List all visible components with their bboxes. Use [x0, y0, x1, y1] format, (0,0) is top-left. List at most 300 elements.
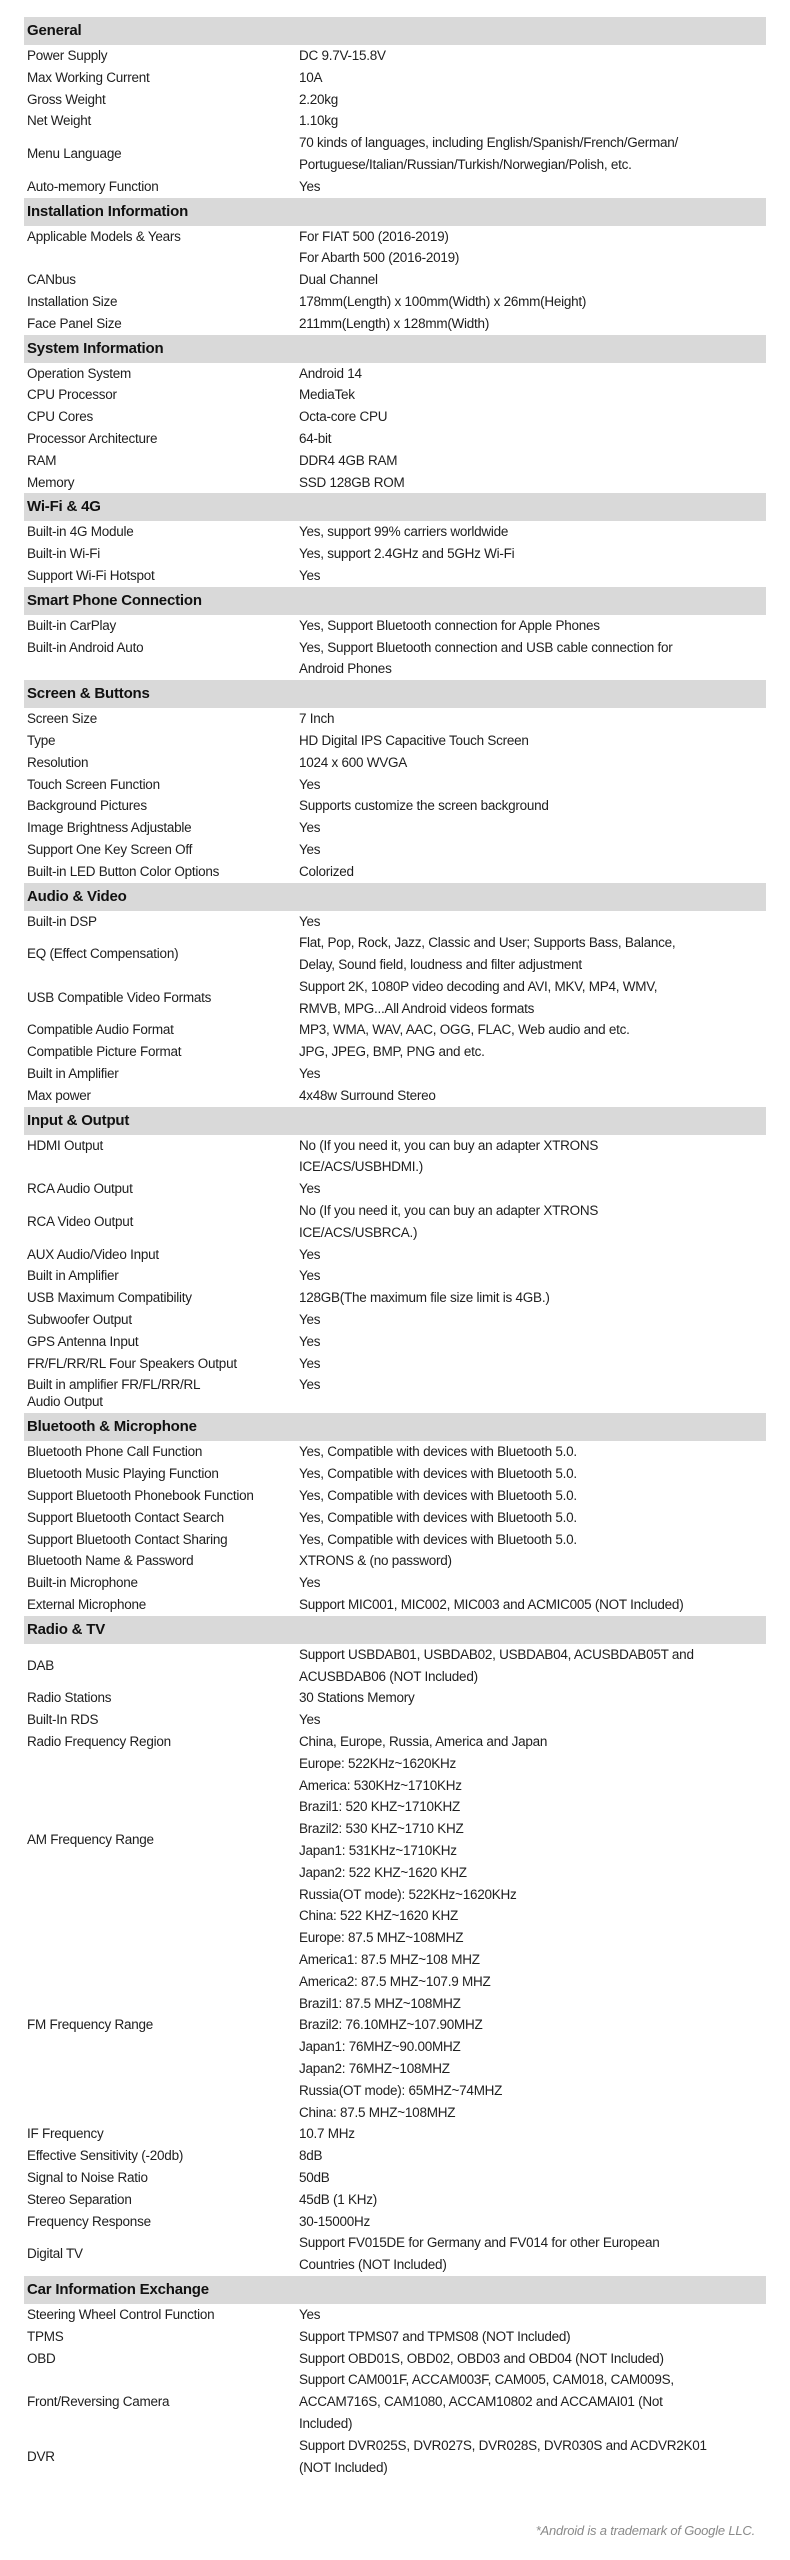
spec-value	[299, 1265, 766, 1287]
spec-label: Front/Reversing Camera	[27, 2394, 170, 2410]
spec-value	[299, 839, 766, 861]
spec-row	[24, 291, 766, 313]
spec-label: DVR	[27, 2448, 55, 2464]
spec-value-line: Yes, Compatible with devices with Bluetooth 5.0.	[299, 1444, 577, 1460]
spec-value-line: Japan1: 76MHZ~90.00MHZ	[299, 2039, 461, 2055]
spec-value	[299, 450, 766, 472]
spec-value-line: Yes, support 99% carriers worldwide	[299, 524, 509, 540]
spec-value	[299, 1374, 766, 1396]
spec-row	[24, 1463, 766, 1485]
spec-value-line: Brazil1: 87.5 MHZ~108MHZ	[299, 1995, 461, 2011]
spec-row	[24, 1753, 766, 1927]
spec-row	[24, 67, 766, 89]
spec-label: Support Bluetooth Contact Sharing	[27, 1531, 228, 1547]
spec-value-line: 30-15000Hz	[299, 2213, 371, 2229]
spec-label	[24, 1374, 299, 1413]
spec-row	[24, 2369, 766, 2434]
spec-value-line: Support CAM001F, ACCAM003F, CAM005, CAM018, CAM009S,	[299, 2372, 674, 2388]
spec-value-line: Yes	[299, 178, 321, 194]
spec-value	[299, 472, 766, 494]
spec-label: RCA Audio Output	[27, 1181, 133, 1197]
spec-row	[24, 428, 766, 450]
spec-label: Installation Size	[27, 293, 118, 309]
spec-label: Built-In RDS	[27, 1712, 99, 1728]
spec-value-line: 178mm(Length) x 100mm(Width) x 26mm(Height)	[299, 293, 587, 309]
spec-label: Operation System	[27, 365, 132, 381]
spec-row	[24, 1550, 766, 1572]
spec-value	[299, 2304, 766, 2326]
spec-row	[24, 615, 766, 637]
spec-value-line: 211mm(Length) x 128mm(Width)	[299, 315, 490, 331]
spec-label: Background Pictures	[27, 798, 147, 814]
spec-label: RCA Video Output	[27, 1213, 134, 1229]
spec-row	[24, 450, 766, 472]
spec-value-line: 8dB	[299, 2148, 323, 2164]
spec-label: Touch Screen Function	[27, 776, 160, 792]
spec-label: Processor Architecture	[27, 430, 158, 446]
spec-value	[299, 1331, 766, 1353]
spec-value	[299, 2167, 766, 2189]
spec-label: DAB	[27, 1657, 55, 1673]
spec-row	[24, 1687, 766, 1709]
spec-value	[299, 1178, 766, 1200]
spec-value	[299, 89, 766, 111]
spec-row	[24, 932, 766, 976]
spec-label: Steering Wheel Control Function	[27, 2306, 215, 2322]
spec-row	[24, 795, 766, 817]
spec-value	[299, 2211, 766, 2233]
spec-label: Built-in Android Auto	[27, 639, 144, 655]
spec-label: Memory	[27, 474, 75, 490]
spec-row	[24, 1309, 766, 1331]
spec-value	[299, 1594, 766, 1616]
section-header: Car Information Exchange	[24, 2276, 766, 2304]
spec-value-line: Dual Channel	[299, 272, 378, 288]
spec-value-line: Yes	[299, 1333, 321, 1349]
trademark-footnote: *Android is a trademark of Google LLC.	[535, 2523, 755, 2538]
spec-value	[299, 1200, 766, 1244]
spec-value	[299, 363, 766, 385]
section-header: Audio & Video	[24, 883, 766, 911]
spec-row	[24, 1265, 766, 1287]
spec-value-line: Colorized	[299, 863, 354, 879]
spec-value	[299, 817, 766, 839]
spec-label: Menu Language	[27, 146, 122, 162]
spec-value-line: Yes, support 2.4GHz and 5GHz Wi-Fi	[299, 546, 515, 562]
section-header: Wi-Fi & 4G	[24, 493, 766, 521]
spec-label: CPU Cores	[27, 409, 94, 425]
spec-value	[299, 752, 766, 774]
spec-value	[299, 176, 766, 198]
spec-value-line: Portuguese/Italian/Russian/Turkish/Norwegian/Polish, etc.	[299, 156, 632, 172]
spec-label: EQ (Effect Compensation)	[27, 946, 179, 962]
spec-value-line: Japan1: 531KHz~1710KHz	[299, 1842, 457, 1858]
section-header: Input & Output	[24, 1107, 766, 1135]
spec-value	[299, 543, 766, 565]
spec-label: Built-in CarPlay	[27, 617, 117, 633]
spec-value-line: 1.10kg	[299, 113, 339, 129]
spec-row	[24, 1731, 766, 1753]
spec-row	[24, 708, 766, 730]
spec-value-line: Android Phones	[299, 661, 392, 677]
spec-value	[299, 795, 766, 817]
spec-value-line: Support TPMS07 and TPMS08 (NOT Included)	[299, 2328, 571, 2344]
spec-label: Net Weight	[27, 113, 92, 129]
spec-value-line: Yes, Compatible with devices with Bluetooth 5.0.	[299, 1531, 577, 1547]
spec-value	[299, 861, 766, 883]
spec-label: RAM	[27, 452, 57, 468]
spec-row	[24, 1178, 766, 1200]
spec-label: IF Frequency	[27, 2126, 104, 2142]
spec-value	[299, 615, 766, 637]
spec-value-line: Countries (NOT Included)	[299, 2257, 447, 2273]
spec-row	[24, 2211, 766, 2233]
spec-row	[24, 2326, 766, 2348]
spec-value-line: 10.7 MHz	[299, 2126, 355, 2142]
spec-row	[24, 1019, 766, 1041]
spec-value	[299, 1309, 766, 1331]
spec-row	[24, 839, 766, 861]
spec-value-line: 64-bit	[299, 430, 332, 446]
spec-label: HDMI Output	[27, 1137, 104, 1153]
section-header: Smart Phone Connection	[24, 587, 766, 615]
spec-row	[24, 2145, 766, 2167]
spec-label: Bluetooth Music Playing Function	[27, 1466, 219, 1482]
spec-value-line: Japan2: 76MHZ~108MHZ	[299, 2060, 450, 2076]
spec-row	[24, 1244, 766, 1266]
spec-value-line: Russia(OT mode): 65MHZ~74MHZ	[299, 2082, 503, 2098]
spec-label: Subwoofer Output	[27, 1312, 132, 1328]
spec-row	[24, 363, 766, 385]
spec-value-line: Included)	[299, 2415, 353, 2431]
spec-value	[299, 730, 766, 752]
spec-value-line: 10A	[299, 69, 323, 85]
spec-value	[299, 1644, 766, 1688]
spec-row	[24, 1063, 766, 1085]
spec-label: Built in Amplifier	[27, 1268, 119, 1284]
spec-label: Support One Key Screen Off	[27, 841, 193, 857]
spec-value-line: DC 9.7V-15.8V	[299, 48, 386, 63]
spec-value-line: For FIAT 500 (2016-2019)	[299, 228, 449, 244]
spec-value-line: 45dB (1 KHz)	[299, 2191, 378, 2207]
spec-row	[24, 132, 766, 176]
spec-value	[299, 1441, 766, 1463]
spec-row	[24, 1927, 766, 2123]
spec-value	[299, 708, 766, 730]
spec-label: Built-in DSP	[27, 913, 97, 929]
spec-value	[299, 565, 766, 587]
spec-label: Compatible Audio Format	[27, 1022, 174, 1038]
spec-label: Frequency Response	[27, 2213, 151, 2229]
spec-label: Built-in 4G Module	[27, 524, 134, 540]
spec-value	[299, 1507, 766, 1529]
spec-value-line: Yes, Compatible with devices with Bluetooth 5.0.	[299, 1509, 577, 1525]
spec-value-line: Yes	[299, 776, 321, 792]
spec-row	[24, 384, 766, 406]
spec-value	[299, 1244, 766, 1266]
spec-value-line: 1024 x 600 WVGA	[299, 754, 408, 770]
section-header: System Information	[24, 335, 766, 363]
spec-value-line: 70 kinds of languages, including English/Spanish/French/German/	[299, 135, 678, 151]
spec-value-line: Yes, Compatible with devices with Bluetooth 5.0.	[299, 1488, 577, 1504]
spec-value-line: China: 87.5 MHZ~108MHZ	[299, 2104, 456, 2120]
spec-value-line: MP3, WMA, WAV, AAC, OGG, FLAC, Web audio and etc.	[299, 1022, 630, 1038]
spec-row	[24, 1353, 766, 1375]
spec-row	[24, 176, 766, 198]
spec-value-line: Brazil2: 76.10MHZ~107.90MHZ	[299, 2017, 483, 2033]
spec-value	[299, 774, 766, 796]
spec-value	[299, 1353, 766, 1375]
spec-label: AM Frequency Range	[27, 1832, 154, 1848]
spec-value-line: DDR4 4GB RAM	[299, 452, 398, 468]
spec-row	[24, 226, 766, 270]
spec-label: Radio Frequency Region	[27, 1734, 171, 1749]
spec-value-line: Supports customize the screen background	[299, 798, 549, 814]
spec-row	[24, 1594, 766, 1616]
spec-value-line: ACCAM716S, CAM1080, ACCAM10802 and ACCAMAI01 (Not	[299, 2394, 663, 2410]
spec-value	[299, 45, 766, 67]
spec-row	[24, 406, 766, 428]
spec-value-line: Yes	[299, 1312, 321, 1328]
spec-row	[24, 637, 766, 681]
spec-row	[24, 1709, 766, 1731]
spec-value-line: Yes	[299, 1712, 321, 1728]
spec-value	[299, 932, 766, 976]
spec-value-line: Yes	[299, 820, 321, 836]
spec-value-line: Yes, Support Bluetooth connection for Apple Phones	[299, 617, 600, 633]
spec-row	[24, 2304, 766, 2326]
spec-value-line: Yes	[299, 1575, 321, 1591]
spec-value	[299, 1485, 766, 1507]
spec-value	[299, 976, 766, 1020]
spec-label: Gross Weight	[27, 91, 106, 107]
spec-row	[24, 1135, 766, 1179]
spec-value	[299, 313, 766, 335]
spec-value-line: (NOT Included)	[299, 2459, 388, 2475]
spec-label: Digital TV	[27, 2246, 83, 2262]
spec-label: Signal to Noise Ratio	[27, 2169, 148, 2185]
spec-row	[24, 2189, 766, 2211]
spec-row	[24, 1644, 766, 1688]
spec-value-line: Yes	[299, 567, 321, 583]
spec-value	[299, 2348, 766, 2370]
spec-value-line: ICE/ACS/USBRCA.)	[299, 1224, 418, 1240]
spec-value	[299, 637, 766, 681]
spec-row	[24, 110, 766, 132]
spec-value	[299, 110, 766, 132]
spec-value-line: Support MIC001, MIC002, MIC003 and ACMIC005 (NOT Included)	[299, 1597, 684, 1613]
spec-label: Auto-memory Function	[27, 178, 159, 194]
spec-label: Built-in Wi-Fi	[27, 546, 100, 562]
spec-value-line: Yes	[299, 1066, 321, 1082]
spec-value-line: Europe: 87.5 MHZ~108MHZ	[299, 1930, 464, 1946]
spec-value	[299, 2369, 766, 2434]
spec-value-line: HD Digital IPS Capacitive Touch Screen	[299, 732, 529, 748]
spec-value	[299, 132, 766, 176]
spec-row	[24, 521, 766, 543]
spec-value-line: Android 14	[299, 365, 362, 381]
spec-value-line: 128GB(The maximum file size limit is 4GB.)	[299, 1290, 550, 1306]
section-header: Installation Information	[24, 198, 766, 226]
spec-value	[299, 226, 766, 270]
spec-value-line: Yes	[299, 913, 321, 929]
spec-label: Bluetooth Name & Password	[27, 1553, 194, 1569]
spec-row	[24, 2232, 766, 2276]
spec-value-line: Octa-core CPU	[299, 409, 388, 425]
spec-row	[24, 313, 766, 335]
spec-value	[299, 1927, 766, 2123]
spec-value-line: Yes	[299, 1355, 321, 1371]
spec-value	[299, 2232, 766, 2276]
spec-value-line: China: 522 KHZ~1620 KHZ	[299, 1908, 458, 1924]
spec-row	[24, 1041, 766, 1063]
spec-value	[299, 1572, 766, 1594]
spec-value-line: ICE/ACS/USBHDMI.)	[299, 1159, 424, 1175]
spec-label: Built-in LED Button Color Options	[27, 863, 220, 879]
spec-label: TPMS	[27, 2328, 64, 2344]
spec-value-line: 50dB	[299, 2169, 330, 2185]
spec-row	[24, 730, 766, 752]
spec-value-line: For Abarth 500 (2016-2019)	[299, 250, 460, 266]
spec-label: Support Bluetooth Phonebook Function	[27, 1488, 254, 1504]
spec-value-line: Yes	[299, 841, 321, 857]
spec-value	[299, 67, 766, 89]
spec-value-line: Yes	[299, 1377, 321, 1393]
spec-row	[24, 45, 766, 67]
spec-value-line: Yes	[299, 1268, 321, 1284]
spec-label: Screen Size	[27, 711, 98, 727]
spec-label: Max Working Current	[27, 69, 150, 85]
spec-value-line: Yes	[299, 1246, 321, 1262]
spec-row	[24, 2348, 766, 2370]
spec-row	[24, 543, 766, 565]
spec-label: External Microphone	[27, 1597, 147, 1613]
spec-value	[299, 428, 766, 450]
spec-value-line: Yes, Compatible with devices with Bluetooth 5.0.	[299, 1466, 577, 1482]
spec-row	[24, 1485, 766, 1507]
spec-value-line: RMVB, MPG...All Android videos formats	[299, 1000, 535, 1016]
spec-label: Built in Amplifier	[27, 1066, 119, 1082]
spec-value-line: Support OBD01S, OBD02, OBD03 and OBD04 (NOT Included)	[299, 2350, 664, 2366]
spec-row	[24, 1529, 766, 1551]
spec-value	[299, 1687, 766, 1709]
spec-label-line: Audio Output	[27, 1394, 103, 1410]
spec-label: Radio Stations	[27, 1690, 112, 1706]
spec-row	[24, 774, 766, 796]
spec-label: Resolution	[27, 754, 89, 770]
spec-value-line: MediaTek	[299, 387, 355, 403]
spec-label: Built-in Microphone	[27, 1575, 138, 1591]
spec-value-line: Delay, Sound field, loudness and filter adjustment	[299, 957, 582, 973]
spec-row	[24, 1331, 766, 1353]
spec-label: FR/FL/RR/RL Four Speakers Output	[27, 1355, 237, 1371]
spec-row	[24, 861, 766, 883]
section-header: Screen & Buttons	[24, 680, 766, 708]
spec-value-line: SSD 128GB ROM	[299, 474, 405, 490]
spec-value	[299, 291, 766, 313]
spec-value-line: 7 Inch	[299, 711, 335, 727]
spec-value-line: 30 Stations Memory	[299, 1690, 415, 1706]
spec-table	[24, 17, 766, 2478]
spec-row	[24, 2435, 766, 2479]
spec-label: Power Supply	[27, 48, 108, 63]
spec-value-line: Flat, Pop, Rock, Jazz, Classic and User; Supports Bass, Balance,	[299, 935, 676, 951]
spec-value	[299, 1041, 766, 1063]
spec-value	[299, 1709, 766, 1731]
spec-row	[24, 89, 766, 111]
spec-value	[299, 2435, 766, 2479]
spec-value	[299, 1753, 766, 1927]
spec-label: Max power	[27, 1087, 91, 1103]
spec-value	[299, 1287, 766, 1309]
spec-value	[299, 2326, 766, 2348]
spec-label: Compatible Picture Format	[27, 1044, 182, 1060]
spec-label: Applicable Models & Years	[27, 228, 181, 244]
spec-value-line: Brazil2: 530 KHZ~1710 KHZ	[299, 1821, 464, 1837]
spec-value	[299, 1085, 766, 1107]
spec-value-line: Brazil1: 520 KHZ~1710KHZ	[299, 1799, 460, 1815]
spec-value	[299, 1529, 766, 1551]
spec-label: FM Frequency Range	[27, 2017, 154, 2033]
spec-label: Effective Sensitivity (-20db)	[27, 2148, 184, 2164]
section-header: Radio & TV	[24, 1616, 766, 1644]
spec-row	[24, 1287, 766, 1309]
spec-label: CANbus	[27, 272, 76, 288]
spec-row	[24, 2123, 766, 2145]
spec-value-line: Yes	[299, 1181, 321, 1197]
spec-value-line: 4x48w Surround Stereo	[299, 1087, 436, 1103]
spec-row	[24, 911, 766, 933]
spec-label: Face Panel Size	[27, 315, 122, 331]
spec-label: USB Maximum Compatibility	[27, 1290, 192, 1306]
spec-label: Stereo Separation	[27, 2191, 132, 2207]
spec-label: GPS Antenna Input	[27, 1333, 139, 1349]
spec-label: Image Brightness Adjustable	[27, 820, 192, 836]
section-header: General	[24, 17, 766, 45]
spec-value	[299, 406, 766, 428]
spec-label: AUX Audio/Video Input	[27, 1246, 159, 1262]
spec-value-line: America2: 87.5 MHZ~107.9 MHZ	[299, 1973, 491, 1989]
spec-row	[24, 1085, 766, 1107]
spec-row	[24, 1441, 766, 1463]
spec-value	[299, 521, 766, 543]
spec-value-line: JPG, JPEG, BMP, PNG and etc.	[299, 1044, 485, 1060]
spec-row	[24, 1507, 766, 1529]
spec-value-line: ACUSBDAB06 (NOT Included)	[299, 1668, 478, 1684]
spec-label: Support Bluetooth Contact Search	[27, 1509, 224, 1525]
spec-label-line: Built in amplifier FR/FL/RR/RL	[27, 1377, 201, 1393]
spec-value-line: Support DVR025S, DVR027S, DVR028S, DVR030S and ACDVR2K01	[299, 2437, 707, 2453]
spec-value-line: No (If you need it, you can buy an adapter XTRONS	[299, 1203, 599, 1219]
spec-label: Type	[27, 732, 56, 748]
spec-value-line: Support USBDAB01, USBDAB02, USBDAB04, ACUSBDAB05T and	[299, 1646, 694, 1662]
spec-row	[24, 472, 766, 494]
spec-value	[299, 1550, 766, 1572]
spec-value-line: Japan2: 522 KHZ~1620 KHZ	[299, 1864, 467, 1880]
spec-label: OBD	[27, 2350, 56, 2366]
spec-row	[24, 752, 766, 774]
spec-label: CPU Processor	[27, 387, 117, 403]
spec-label: USB Compatible Video Formats	[27, 989, 212, 1005]
spec-value	[299, 1019, 766, 1041]
spec-value	[299, 2189, 766, 2211]
spec-value-line: America1: 87.5 MHZ~108 MHZ	[299, 1951, 480, 1967]
spec-row	[24, 565, 766, 587]
spec-row	[24, 1572, 766, 1594]
spec-row	[24, 817, 766, 839]
spec-value	[299, 911, 766, 933]
spec-value-line: No (If you need it, you can buy an adapter XTRONS	[299, 1137, 599, 1153]
